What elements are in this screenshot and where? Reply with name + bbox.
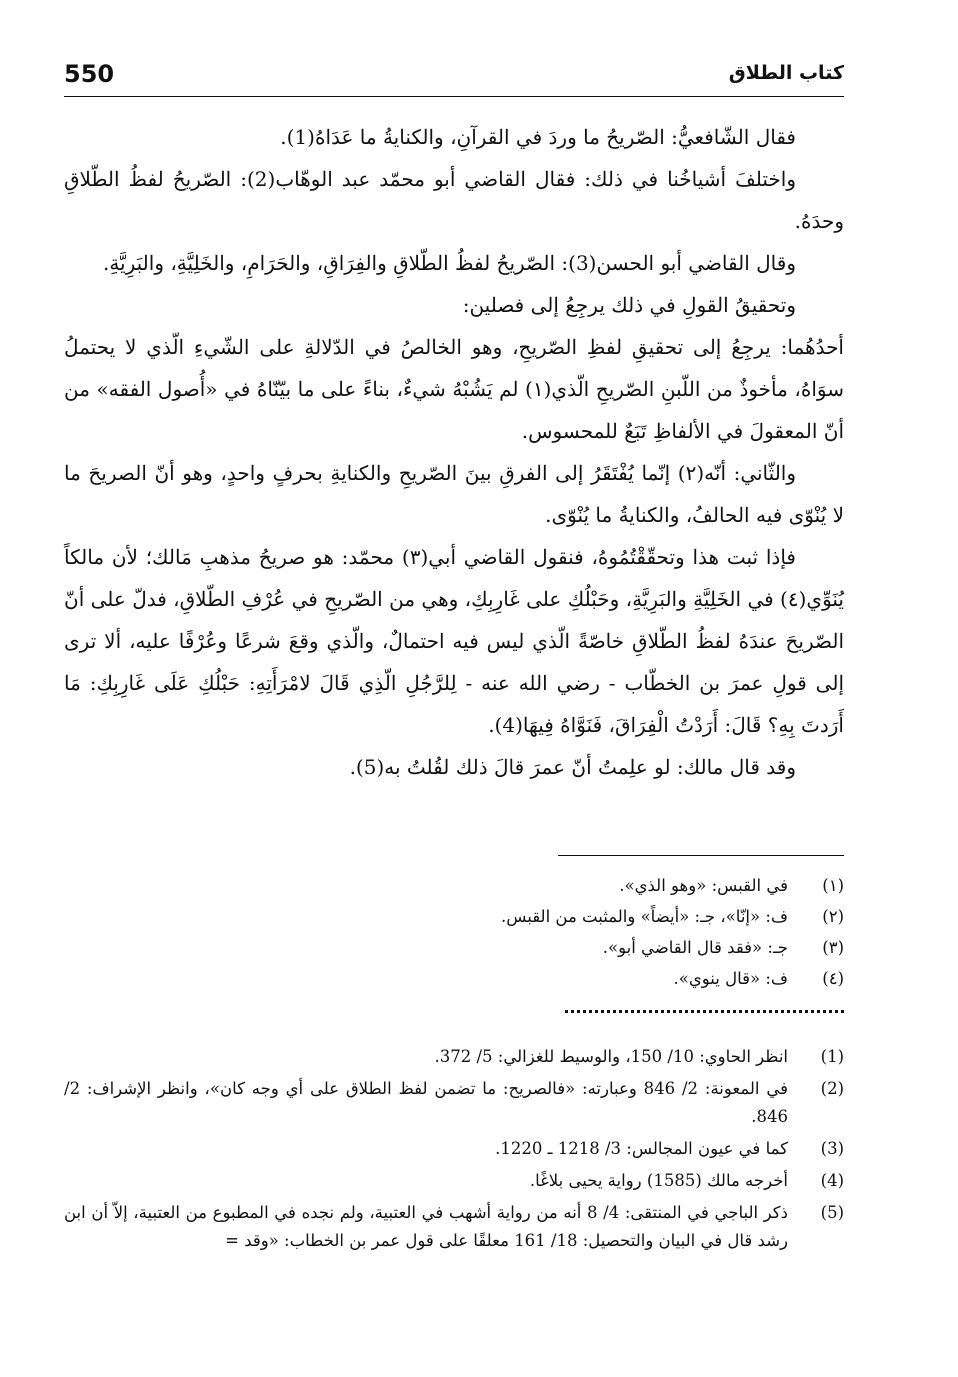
footnote-text: ف: «إنّا»، جـ: «أيضاً» والمثبت من القبس. <box>500 907 788 926</box>
footnote-number: (٣) <box>822 938 844 957</box>
page-number: 550 <box>64 60 115 88</box>
variant-footnotes <box>64 870 844 994</box>
footnote-number: (4) <box>820 1171 844 1190</box>
footnote-number: (٢) <box>822 907 844 926</box>
source-footnotes <box>64 1043 844 1259</box>
main-text <box>64 116 844 788</box>
paragraph: والثّاني: أنّه(٢) إنّما يُفْتَقَرُ إلى الفرقِ بينَ الصّريحِ والكنايةِ بحرفٍ واحدٍ، وهو أنّ الصريحَ ما لا يُنْوّى فيه الحالفُ، والكنايةُ ما يُنْوّى. <box>64 461 844 527</box>
paragraph: فقال الشّافعيُّ: الصّريحُ ما وردَ في القرآنِ، والكنايةُ ما عَدَاهُ(1). <box>280 125 796 149</box>
footnote-text: كما في عيون المجالس: 3/ 1218 ـ 1220. <box>495 1139 788 1158</box>
footnote-text: ف: «قال ينوي». <box>673 969 788 988</box>
footnote-text: ذكر الباجي في المنتقى: 4/ 8 أنه من رواية أشهب في العتبية، ولم نجده في المطبوع من العتبية، إلاّ أن ابن رشد قال في البيان والتحصيل: 18/ 161 معلقًا على قول عمر بن الخطاب: «وقد = <box>64 1203 788 1250</box>
footnote-number: (٤) <box>822 969 844 988</box>
footnote <box>64 1043 844 1071</box>
footnote <box>64 870 844 901</box>
footnote <box>64 932 844 963</box>
paragraph: أحدُهُما: يرجِعُ إلى تحقيقِ لفظِ الصّريحِ، وهو الخالصُ في الدّلالةِ على الشّيءِ الّذي لا يحتملُ سوَاهُ، مأخوذٌ من اللّبنِ الصّريحِ الّذي(١) لم يَشُبْهُ شيءٌ، بناءً على ما بيّنّاهُ في «أُصول الفقه» من أنّ المعقولَ في الألفاظِ تَبَعٌ للمحسوس. <box>64 335 844 443</box>
running-title: كتاب الطلاق <box>728 62 844 84</box>
page-header <box>64 60 844 97</box>
footnote-number: (3) <box>820 1139 844 1158</box>
footnote <box>64 1199 844 1255</box>
footnote <box>64 1167 844 1195</box>
footnote-text: انظر الحاوي: 10/ 150، والوسيط للغزالي: 5/ 372. <box>434 1047 788 1066</box>
paragraph: واختلفَ أشياخُنا في ذلك: فقال القاضي أبو محمّد عبد الوهّاب(2): الصّريحُ لفظُ الطّلاقِ وحدَهُ. <box>64 167 844 233</box>
footnote-number: (5) <box>820 1203 844 1222</box>
paragraph: فإذا ثبت هذا وتحقّقْتُمُوهُ، فنقول القاضي أبي(٣) محمّد: هو صريحُ مذهبِ مَالك؛ لأن مالكاً يُنَوِّي(٤) في الخَلِيَّةِ والبَرِيَّةِ، وحَبْلُكِ على غَارِبِكِ، وهي من الصّريحِ في عُرْفِ الطّلاقِ، فدلّ على أنّ الصّريحَ عندَهُ لفظُ الطّلاقِ خاصّةً الّذي ليس فيه احتمالٌ، والّذي وقعَ شرعًا وعُرْفًا عليه، ألا ترى إلى قولِ عمرَ بن الخطّاب - رضي الله عنه - لِلرَّجُلِ الّذِي قَالَ لامْرَأَتِهِ: حَبْلُكِ عَلَى غَارِبِكِ: مَا أَرَدتَ بِهِ؟ قَالَ: أَرَدْتُ الْفِرَاقَ، فَنَوَّاهُ فِيهَا(4). <box>64 545 844 737</box>
footnote-number: (1) <box>820 1047 844 1066</box>
footnote-separator <box>558 855 844 856</box>
dotted-separator <box>565 1010 844 1013</box>
footnote <box>64 901 844 932</box>
footnote-text: في القبس: «وهو الذي». <box>619 876 788 895</box>
footnote-number: (١) <box>822 876 844 895</box>
footnote-text: جـ: «فقد قال القاضي أبو». <box>602 938 788 957</box>
footnote-number: (2) <box>820 1079 844 1098</box>
paragraph: وتحقيقُ القولِ في ذلك يرجِعُ إلى فصلين: <box>462 293 796 317</box>
footnote <box>64 963 844 994</box>
footnote <box>64 1075 844 1131</box>
paragraph: وقد قال مالك: لو علِمتُ أنّ عمرَ قالَ ذلك لقُلتُ به(5). <box>349 755 796 779</box>
footnote-text: أخرجه مالك (1585) رواية يحيى بلاغًا. <box>529 1171 788 1190</box>
footnote-text: في المعونة: 2/ 846 وعبارته: «فالصريح: ما تضمن لفظ الطلاق على أي وجه كان»، وانظر الإشراف: 2/ 846. <box>64 1079 788 1126</box>
paragraph: وقال القاضي أبو الحسن(3): الصّريحُ لفظُ الطّلاقِ والفِرَاقِ، والحَرَامِ، والخَلِيَّةِ، والبَرِيَّةِ. <box>102 251 796 275</box>
footnote <box>64 1135 844 1163</box>
